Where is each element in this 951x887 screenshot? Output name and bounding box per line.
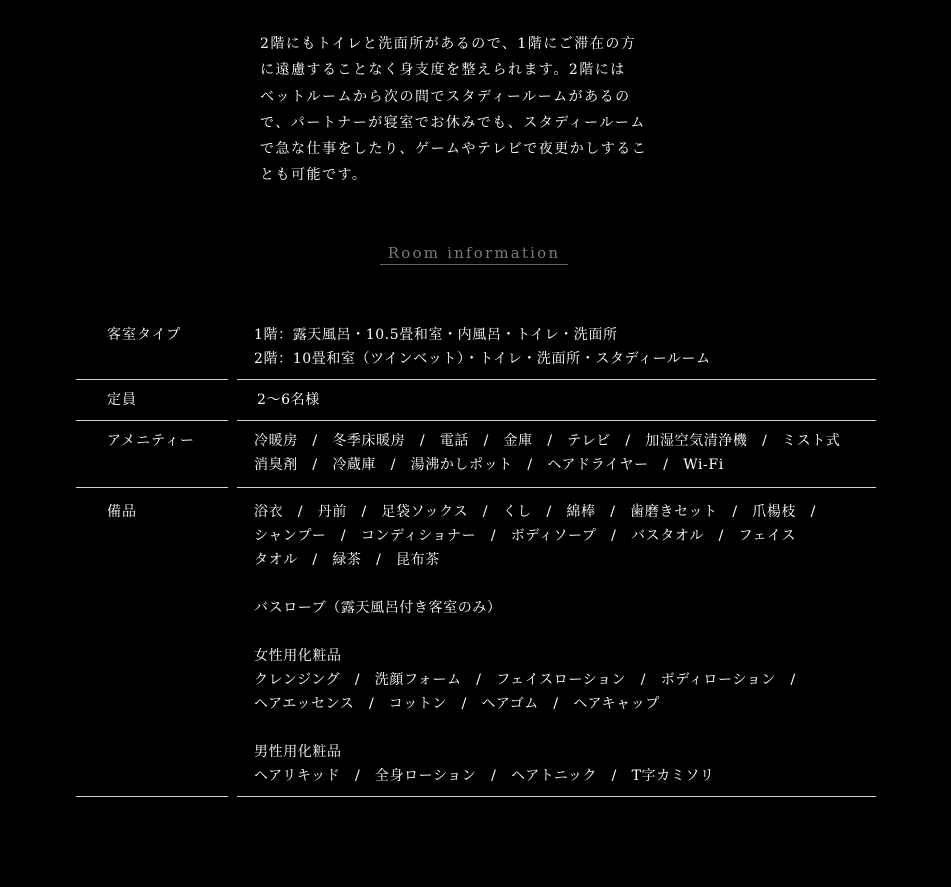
men-cosmetics-line: ヘアリキッド / 全身ローション / ヘアトニック / T字カミソリ [254, 768, 715, 784]
spacer [254, 716, 876, 740]
intro-line: に遠慮することなく身支度を整えられます。2階には [260, 62, 626, 79]
row-value-capacity [237, 380, 876, 421]
room-type-line: 2階：10畳和室（ツインベット）・トイレ・洗面所・スタディールーム [254, 351, 711, 367]
women-cosmetics-line: クレンジング / 洗顔フォーム / フェイスローション / ボディローション / [254, 672, 796, 688]
row-label-amenities: アメニティー [76, 421, 228, 488]
intro-line: とも可能です。 [260, 167, 368, 184]
room-info-table [76, 322, 876, 797]
intro-line: で、パートナーが寝室でお休みでも、スタディールーム [260, 114, 646, 131]
table-row-amenities [76, 421, 876, 488]
spacer [254, 572, 876, 596]
table-row-room-type [76, 322, 876, 380]
capacity-value: 2〜6名様 [257, 392, 320, 408]
intro-text [260, 31, 700, 189]
equipment-line: タオル / 緑茶 / 昆布茶 [254, 552, 440, 568]
equipment-line: シャンプー / コンディショナー / ボディソープ / バスタオル / フェイス [254, 528, 797, 544]
spacer [254, 620, 876, 644]
row-value-amenities [237, 421, 876, 488]
table-row-equipment [76, 488, 876, 797]
section-title-room-information: Room information [380, 244, 568, 265]
intro-line: 2階にもトイレと洗面所があるので、1階にご滞在の方 [260, 36, 637, 52]
intro-line: ベットルームから次の間でスタディールームがあるの [260, 88, 631, 105]
row-value-room-type [237, 322, 876, 380]
amenities-line: 消臭剤 / 冷蔵庫 / 湯沸かしポット / ヘアドライヤー / Wi-Fi [254, 457, 724, 473]
amenities-line: 冷暖房 / 冬季床暖房 / 電話 / 金庫 / テレビ / 加湿空気清浄機 / ミスト式 [254, 433, 841, 449]
bathrobe-note: バスローブ（露天風呂付き客室のみ） [254, 600, 502, 616]
women-cosmetics-heading: 女性用化粧品 [254, 648, 342, 664]
row-label-equipment: 備品 [76, 488, 228, 797]
equipment-line: 浴衣 / 丹前 / 足袋ソックス / くし / 綿棒 / 歯磨きセット / 爪楊枝 / [254, 504, 816, 520]
men-cosmetics-heading: 男性用化粧品 [254, 744, 342, 760]
row-value-equipment [237, 488, 876, 797]
row-label-room-type: 客室タイプ [76, 322, 228, 380]
intro-line: で急な仕事をしたり、ゲームやテレビで夜更かしするこ [260, 141, 648, 158]
table-row-capacity [76, 380, 876, 421]
women-cosmetics-line: ヘアエッセンス / コットン / ヘアゴム / ヘアキャップ [254, 696, 660, 712]
row-label-capacity: 定員 [76, 380, 228, 421]
room-type-line: 1階：露天風呂・10.5畳和室・内風呂・トイレ・洗面所 [254, 327, 618, 343]
